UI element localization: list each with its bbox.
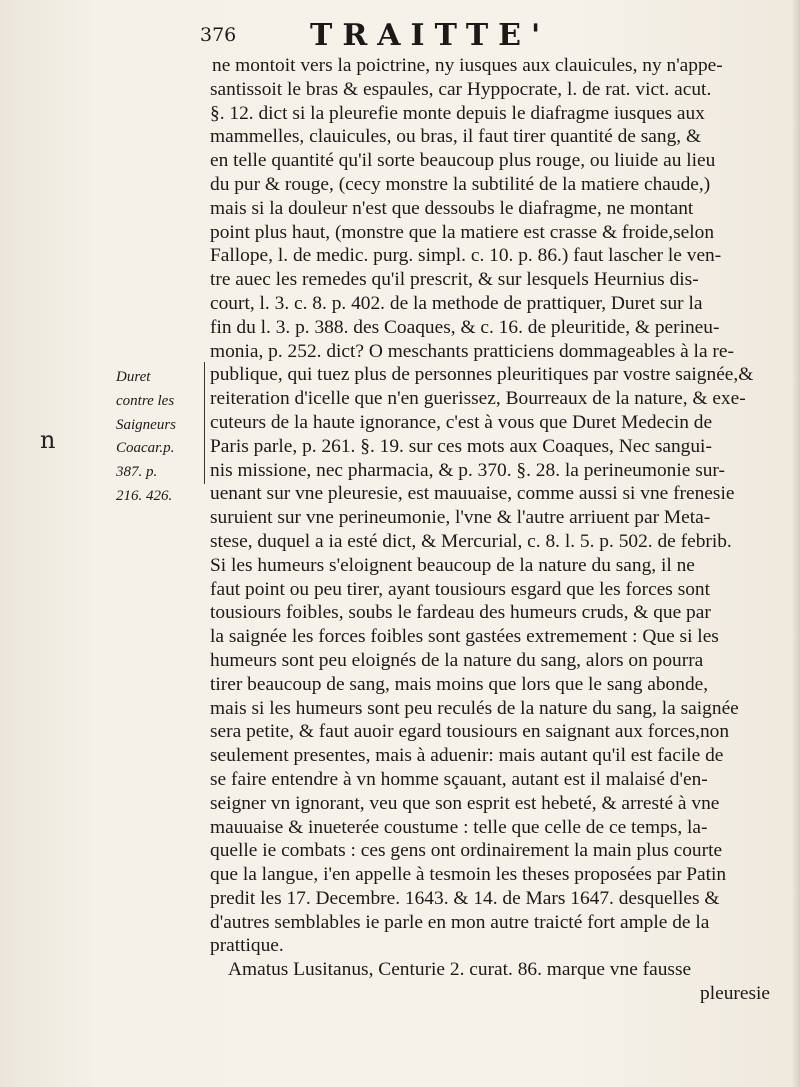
margin-note-line: 216. 426. (116, 487, 173, 504)
text-line: tre auec les remedes qu'il prescrit, & sur lesquels Heurnius dis- (210, 269, 699, 291)
text-line: que la langue, i'en appelle à tesmoin les theses proposées par Patin (210, 864, 727, 886)
running-title: TRAITTE' (310, 18, 551, 53)
text-line: prattique. (210, 935, 284, 957)
page-header (200, 18, 760, 54)
text-line: en telle quantité qu'il sorte beaucoup plus rouge, ou liuide au lieu (210, 150, 716, 172)
margin-note-line: Coacar.p. (116, 440, 175, 457)
text-line: humeurs sont peu eloignés de la nature du sang, alors on pourra (210, 649, 704, 671)
text-line: mammelles, clauicules, ou bras, il faut tirer quantité de sang, & (210, 126, 702, 148)
margin-bracket (204, 362, 209, 484)
text-line: seigner vn ignorant, veu que son esprit est hebeté, & arresté à vne (210, 792, 720, 814)
text-line: tousiours foibles, soubs le fardeau des humeurs cruds, & que par (210, 602, 711, 624)
text-line: suruient sur vne perineumonie, l'vne & l'autre arriuent par Meta- (210, 507, 711, 529)
text-line: Fallope, l. de medic. purg. simpl. c. 10. p. 86.) faut lascher le ven- (210, 245, 722, 267)
text-line: se faire entendre à vn homme sçauant, autant est il malaisé d'en- (210, 768, 708, 790)
margin-note (116, 366, 208, 509)
page-edge-shadow (792, 0, 800, 1087)
text-line: mais si la douleur n'est que dessoubs le diafragme, ne montant (210, 197, 694, 219)
text-line: uenant sur vne pleuresie, est mauuaise, comme aussi si vne frenesie (210, 483, 735, 505)
text-line: ne montoit vers la poictrine, ny iusques aux clauicules, ny n'appe- (212, 55, 723, 76)
text-line: nis missione, nec pharmacia, & p. 370. §. 28. la perineumonie sur- (210, 459, 725, 481)
text-line: santissoit le bras & espaules, car Hyppocrate, l. de rat. vict. acut. (210, 78, 712, 100)
margin-note-line: 387. p. (116, 464, 158, 481)
text-line: tirer beaucoup de sang, mais moins que lors que le sang abonde, (210, 673, 709, 695)
text-line: fin du l. 3. p. 388. des Coaques, & c. 16. de pleuritide, & perineu- (210, 316, 720, 338)
text-line: Paris parle, p. 261. §. 19. sur ces mots aux Coaques, Nec sangui- (210, 435, 712, 457)
text-line: d'autres semblables ie parle en mon autre traicté fort ample de la (210, 911, 710, 933)
text-line: la saignée les forces foibles sont gastées extremement : Que si les (210, 626, 719, 648)
text-line: seulement presentes, mais à aduenir: mais autant qu'il est facile de (210, 745, 724, 767)
margin-note-line: Duret (116, 369, 151, 385)
text-line: mauuaise & inueterée coustume : telle que celle de ce temps, la- (210, 816, 708, 838)
text-line: predit les 17. Decembre. 1643. & 14. de Mars 1647. desquelles & (210, 887, 720, 909)
text-line: point plus haut, (monstre que la matiere est crasse & froide,selon (210, 221, 715, 243)
margin-note-line: Saigneurs (116, 416, 176, 433)
body-text (210, 54, 770, 1006)
page-number: 376 (200, 24, 237, 46)
margin-pen-mark: n (40, 426, 56, 454)
text-line: reiteration d'icelle que n'en guerissez, Bourreaux de la nature, & exe- (210, 388, 746, 410)
margin-note-line: contre les (116, 392, 175, 409)
text-line: stese, duquel a ia esté dict, & Mercurial, c. 8. l. 5. p. 502. de febrib. (210, 530, 732, 552)
text-line: Amatus Lusitanus, Centurie 2. curat. 86. marque vne fausse (228, 959, 692, 981)
text-line: cuteurs de la haute ignorance, c'est à vous que Duret Medecin de (210, 411, 713, 433)
text-line: court, l. 3. c. 8. p. 402. de la methode de prattiquer, Duret sur la (210, 292, 703, 314)
text-line: publique, qui tuez plus de personnes pleuritiques par vostre saignée,& (210, 364, 754, 386)
text-line: sera petite, & faut auoir egard tousiours en saignant aux forces,non (210, 721, 730, 743)
text-line: du pur & rouge, (cecy monstre la subtilité de la matiere chaude,) (210, 173, 711, 195)
text-line: §. 12. dict si la pleurefie monte depuis le diafragme iusques aux (210, 102, 705, 124)
text-line: monia, p. 252. dict? O meschants pratticiens dommageables à la re- (210, 340, 734, 362)
text-line: faut point ou peu tirer, ayant tousiours esgard que les forces sont (210, 578, 711, 600)
text-line: Si les humeurs s'eloignent beaucoup de la nature du sang, il ne (210, 554, 695, 576)
text-line: pleuresie (700, 983, 770, 1005)
text-line: quelle ie combats : ces gens ont ordinairement la main plus courte (210, 840, 723, 862)
text-line: mais si les humeurs sont peu reculés de la nature du sang, la saignée (210, 697, 739, 719)
